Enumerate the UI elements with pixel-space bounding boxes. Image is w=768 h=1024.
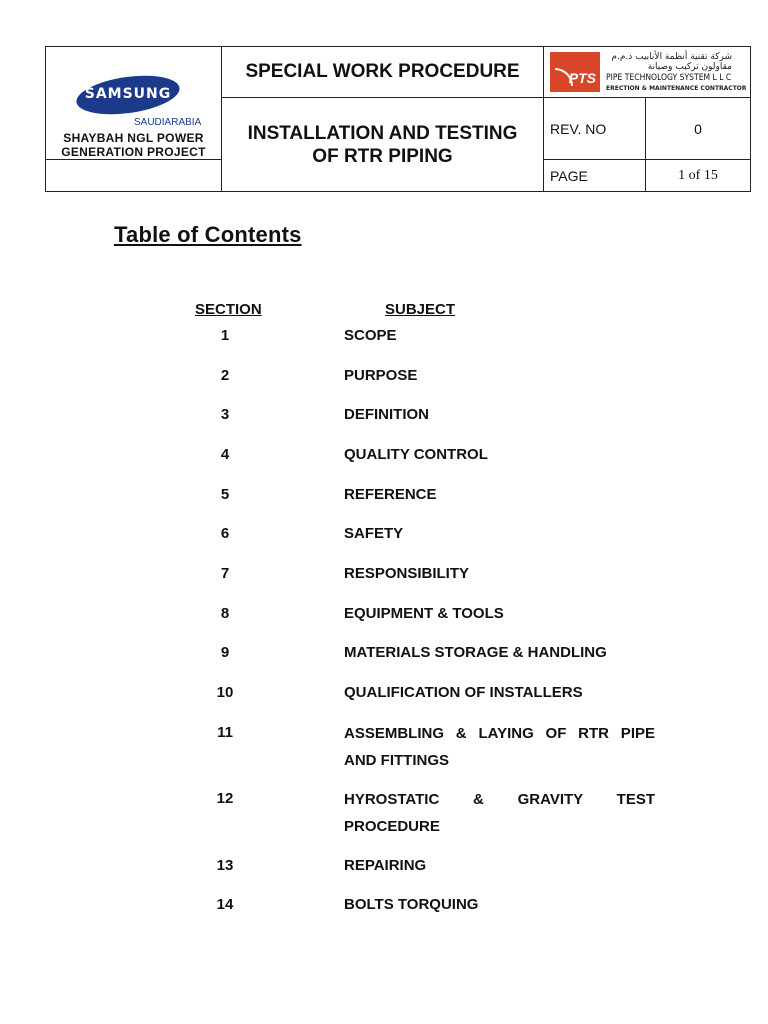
toc-item-subject: SAFETY	[344, 525, 404, 542]
project-name: SHAYBAH NGL POWER GENERATION PROJECT	[61, 131, 206, 159]
rev-label: REV. NO	[544, 98, 646, 160]
toc-item-number: 12	[216, 790, 234, 807]
samsung-logo-text: SAMSUNG	[84, 86, 172, 102]
toc-item-subject: EQUIPMENT & TOOLS	[344, 605, 504, 622]
toc-item-subject	[344, 786, 655, 840]
toc-item-number: 8	[220, 605, 230, 622]
contractor-company-name: PIPE TECHNOLOGY SYSTEM L L C	[606, 73, 732, 83]
rev-value: 0	[646, 98, 751, 160]
doc-type: SPECIAL WORK PROCEDURE	[222, 47, 544, 98]
toc-item-number: 10	[216, 684, 234, 701]
toc-item-subject: QUALIFICATION OF INSTALLERS	[344, 684, 583, 701]
contractor-logo-cell	[544, 47, 751, 98]
toc-item-number: 11	[217, 724, 233, 741]
toc-item-subject-line: ASSEMBLING & LAYING OF RTR PIPE	[344, 725, 655, 742]
toc-item-subject: REFERENCE	[344, 486, 437, 503]
toc-item-number: 14	[216, 896, 234, 913]
toc-item-number: 5	[220, 486, 230, 503]
toc-item-subject: RESPONSIBILITY	[344, 565, 470, 582]
toc-item-number: 9	[220, 644, 230, 661]
client-logo-cell	[46, 47, 222, 160]
toc-item-subject: DEFINITION	[344, 406, 429, 423]
toc-item-subject-line: PROCEDURE	[344, 818, 440, 835]
logo-cell-continuation	[46, 160, 222, 192]
doc-title: INSTALLATION AND TESTING OF RTR PIPING	[222, 98, 544, 192]
toc-item-subject: SCOPE	[344, 327, 397, 344]
document-header-table	[45, 46, 751, 192]
toc-heading: Table of Contents	[114, 222, 302, 247]
page-label: PAGE	[544, 160, 646, 192]
toc-item-number: 6	[220, 525, 230, 542]
toc-col-section: SECTION	[195, 301, 262, 318]
toc-item-subject: MATERIALS STORAGE & HANDLING	[344, 644, 607, 661]
toc-item-number: 13	[216, 857, 234, 874]
toc-item-subject: PURPOSE	[344, 367, 418, 384]
toc-item-subject	[344, 720, 655, 774]
toc-item-number: 3	[220, 406, 230, 423]
toc-col-subject: SUBJECT	[385, 301, 456, 318]
page-value: 1 of 15	[646, 160, 751, 192]
toc-item-subject-line: HYROSTATIC & GRAVITY TEST	[344, 791, 655, 808]
contractor-arabic-name: شركة تقنية أنظمة الأنابيب ذ.م.م مقاولون تركيب وصيانة	[611, 52, 732, 72]
toc-item-subject: BOLTS TORQUING	[344, 896, 479, 913]
pts-logo-icon: PTS	[550, 52, 600, 92]
toc-item-subject-line: AND FITTINGS	[344, 752, 449, 769]
toc-item-number: 4	[220, 446, 230, 463]
contractor-tagline: ERECTION & MAINTENANCE CONTRACTOR	[606, 85, 747, 92]
samsung-logo	[60, 59, 210, 129]
toc-item-subject: REPAIRING	[344, 857, 427, 874]
toc-item-number: 7	[220, 565, 230, 582]
toc-item-subject: QUALITY CONTROL	[344, 446, 488, 463]
toc-item-number: 2	[220, 367, 230, 384]
samsung-logo-subtext: SAUDIARABIA	[134, 117, 202, 128]
toc-item-number: 1	[220, 327, 230, 344]
